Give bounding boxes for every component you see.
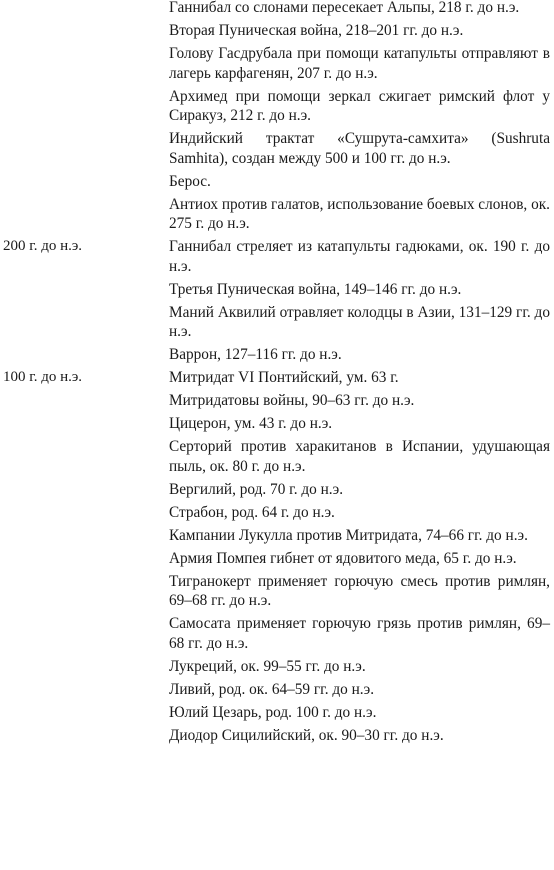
timeline-entry: Цицерон, ум. 43 г. до н.э. <box>169 415 333 432</box>
timeline-entry: Маний Аквилий отравляет колодцы в Азии, 131–129 гг. до н.э. <box>169 303 550 340</box>
timeline-entry: Вергилий, род. 70 г. до н.э. <box>169 480 344 498</box>
timeline-entry: Индийский трактат «Сушрута-самхита» (Sushruta Samhita), создан между 500 и 100 гг. до н.э. <box>169 130 550 167</box>
timeline-entry: Юлий Цезарь, род. 100 г. до н.э. <box>169 703 377 721</box>
timeline-entry: Голову Гасдрубала при помощи катапульты отправляют в лагерь карфагенян, 207 г. до н.э. <box>169 45 550 82</box>
timeline-entry: Кампании Лукулла против Митридата, 74–66 гг. до н.э. <box>169 526 528 544</box>
timeline-entry: Вторая Пуническая война, 218–201 гг. до н.э. <box>169 22 464 39</box>
timeline-entry: Варрон, 127–116 гг. до н.э. <box>169 346 342 363</box>
timeline-group <box>0 237 554 368</box>
timeline-group <box>0 0 554 237</box>
timeline-date: 100 г. до н.э. <box>3 369 83 385</box>
timeline-entry: Митридат VI Понтийский, ум. 63 г. <box>169 369 399 386</box>
timeline-entry: Митридатовы войны, 90–63 гг. до н.э. <box>169 392 415 409</box>
timeline-entry: Армия Помпея гибнет от ядовитого меда, 65 г. до н.э. <box>169 549 517 567</box>
timeline-entry: Берос. <box>169 172 211 190</box>
timeline-entry: Ганнибал стреляет из катапульты гадюками, ок. 190 г. до н.э. <box>169 238 550 275</box>
timeline-entry: Тигранокерт применяет горючую смесь против римлян, 69–68 гг. до н.э. <box>169 572 550 609</box>
timeline-entry: Страбон, род. 64 г. до н.э. <box>169 503 335 521</box>
timeline-entry: Третья Пуническая война, 149–146 гг. до н.э. <box>169 280 462 298</box>
timeline-date: 200 г. до н.э. <box>3 238 83 254</box>
timeline-entry: Диодор Сицилийский, ок. 90–30 гг. до н.э. <box>169 726 444 744</box>
timeline-group <box>0 368 554 749</box>
timeline-entry: Лукреций, ок. 99–55 гг. до н.э. <box>169 657 366 675</box>
timeline-entry: Ливий, род. ок. 64–59 гг. до н.э. <box>169 680 375 698</box>
timeline-entry: Серторий против харакитанов в Испании, удушающая пыль, ок. 80 г. до н.э. <box>169 438 550 475</box>
timeline-entry: Ганнибал со слонами пересекает Альпы, 218 г. до н.э. <box>169 0 520 16</box>
timeline-entry: Самосата применяет горючую грязь против римлян, 69–68 гг. до н.э. <box>169 615 550 652</box>
timeline-entry: Антиох против галатов, использование боевых слонов, ок. 275 г. до н.э. <box>169 195 550 232</box>
timeline-entry: Архимед при помощи зеркал сжигает римский флот у Сиракуз, 212 г. до н.э. <box>169 87 550 124</box>
